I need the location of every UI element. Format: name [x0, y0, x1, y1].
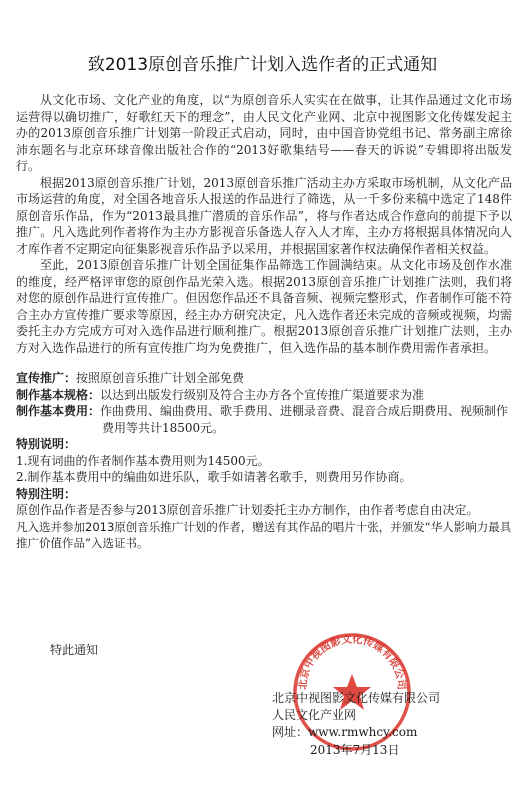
terms-section — [16, 370, 512, 436]
term-label: 宣传推广： — [16, 371, 77, 385]
signature-date: 2013年7月13日 — [310, 743, 400, 757]
document-title: 致2013原创音乐推广计划入选作者的正式通知 — [87, 55, 438, 75]
notes-title: 特别说明： — [16, 437, 77, 451]
term-cost — [16, 403, 512, 436]
term-promotion — [16, 370, 512, 387]
signature-org2: 人民文化产业网 — [272, 708, 357, 722]
extra-text: 凡入选并参加2013原创音乐推广计划的作者，赠送有其作品的唱片十张，并颁发“华人影响力最具推广价值作品”入选证书。 — [16, 519, 512, 550]
seal-text: 北京中视图影文化传媒有限公司 — [296, 633, 408, 691]
signature-org1: 北京中视图影文化传媒有限公司 — [272, 691, 441, 705]
paragraph-2: 根据2013原创音乐推广计划，2013原创音乐推广活动主办方采取市场机制，从文化产品市场运营的角度，对全国各地音乐人报送的作品进行了筛选，从一千多份来稿中选定了148件原创音乐作品，作为“2013最具推广潜质的音乐作品”，将与作者达成合作意向的前提下予以推广。凡入选此列作者将作为主办方影视音乐备选人存入人才库，主办方将根据具体情况向人才库作者不定期定向征集影视音乐作品予以采用，并根据国家著作权法确保作者相关权益。 — [16, 175, 512, 256]
term-text: 以达到出版发行级别及符合主办方各个宣传推广渠道要求为准 — [100, 387, 425, 402]
note-2: 2.制作基本费用中的编曲如进乐队，歌手如请著名歌手，则费用另作协商。 — [16, 470, 412, 484]
note-1: 1.现有词曲的作者制作基本费用则为14500元。 — [16, 453, 270, 468]
document-body — [16, 92, 512, 552]
term-text: 按照原创音乐推广计划全部免费 — [76, 371, 245, 385]
term-label: 制作基本费用： — [16, 404, 101, 418]
term-label: 制作基本规格： — [16, 387, 101, 402]
term-text: 作曲费用、编曲费用、歌手费用、进棚录音费、混音合成后期费用、视频制作费用等共计18500元。 — [100, 404, 509, 435]
signature-website: 网址：www.rmwhcy.com — [272, 725, 418, 739]
remark-text: 原创作品作者是否参与2013原创音乐推广计划委托主办方制作，由作者考虑自由决定。 — [16, 503, 479, 517]
remark-title: 特别注明： — [16, 486, 77, 501]
term-spec — [16, 387, 512, 404]
paragraph-3: 至此，2013原创音乐推广计划全国征集作品筛选工作圆满结束。从文化市场及创作水准的维度，经严格评审您的原创作品光荣入选。根据2013原创音乐推广计划推广法则，我们将对您的原创作品进行宣传推广。但因您作品还不具备音频、视频完整形式，作者制作可能不符合主办方宣传推广要求等原因，经主办方研究决定，凡入选作者还未完成的音频或视频，均需委托主办方完成方可对入选作品进行顺利推广。根据2013原创音乐推广计划推广法则，主办方对入选作品进行的所有宣传推广均为免费推广，但入选作品的基本制作费用需作者承担。 — [16, 258, 512, 355]
paragraph-1: 从文化市场、文化产业的角度，以“为原创音乐人实实在在做事，让其作品通过文化市场运营得以确切推广，好歌红天下的理念”，由人民文化产业网、北京中视图影文化传媒发起主办的2013原创音乐推广计划第一阶段正式启动，同时，由中国音协党组书记、常务副主席徐沛东题名与北京环球音像出版社合作的“2013好歌集结号——春天的诉说”专辑即将出版发行。 — [16, 93, 512, 173]
closing-text: 特此通知 — [50, 643, 99, 657]
